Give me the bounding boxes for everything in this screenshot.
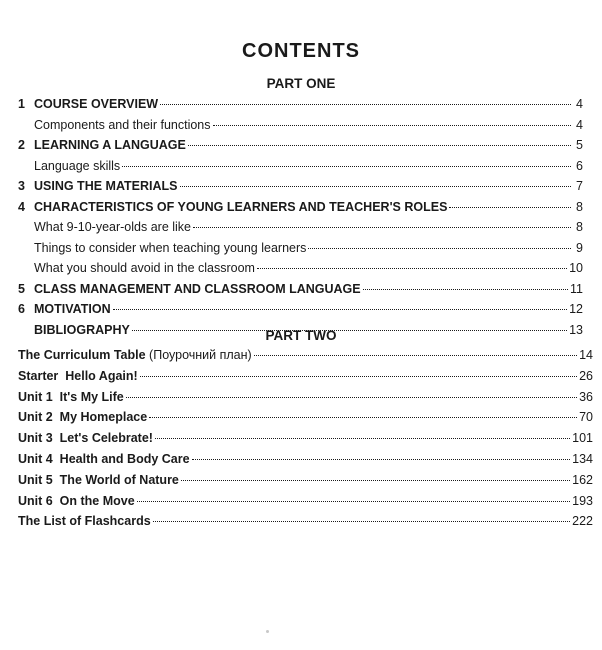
entry-title: CLASS MANAGEMENT AND CLASSROOM LANGUAGE bbox=[34, 281, 361, 296]
dot-leader bbox=[160, 104, 571, 105]
dot-leader bbox=[257, 268, 567, 269]
entry-title-main: Unit 3 Let's Celebrate! bbox=[18, 431, 153, 446]
dot-leader bbox=[113, 309, 567, 310]
dot-leader bbox=[153, 521, 570, 522]
toc-entry bbox=[18, 429, 593, 447]
entry-title: Things to consider when teaching young learners bbox=[34, 240, 307, 255]
toc-entry bbox=[18, 300, 583, 318]
toc-entry bbox=[18, 408, 593, 426]
dot-leader bbox=[126, 397, 577, 398]
entry-title bbox=[18, 512, 151, 530]
entry-title: MOTIVATION bbox=[34, 302, 111, 316]
entry-title bbox=[18, 408, 147, 426]
dot-leader bbox=[122, 166, 571, 167]
dot-leader bbox=[363, 289, 568, 290]
entry-title bbox=[18, 471, 179, 489]
entry-title bbox=[18, 429, 153, 447]
dot-leader bbox=[188, 145, 571, 146]
entry-title-main: Starter Hello Again! bbox=[18, 368, 138, 383]
entry-title: Language skills bbox=[34, 158, 121, 173]
entry-title-main: The List of Flashcards bbox=[18, 514, 151, 529]
toc-entry bbox=[18, 136, 583, 154]
entry-page: 13 bbox=[569, 322, 583, 337]
entry-title-main: Unit 6 On the Move bbox=[18, 493, 135, 508]
entry-page: 193 bbox=[572, 493, 593, 508]
entry-title: What you should avoid in the classroom bbox=[34, 261, 255, 275]
dot-leader bbox=[193, 227, 571, 228]
entry-title-main: Unit 2 My Homeplace bbox=[18, 410, 148, 425]
dot-leader bbox=[308, 248, 571, 249]
toc-entry bbox=[18, 95, 583, 113]
entry-page: 8 bbox=[576, 199, 583, 214]
toc-entry bbox=[18, 198, 583, 216]
entry-title: Components and their functions bbox=[34, 117, 211, 132]
dot-leader bbox=[254, 355, 577, 356]
dot-leader bbox=[155, 438, 570, 439]
entry-page: 36 bbox=[579, 389, 593, 404]
entry-title bbox=[18, 367, 138, 385]
entry-page: 8 bbox=[576, 220, 583, 234]
dot-leader bbox=[213, 125, 572, 126]
entry-page: 6 bbox=[576, 158, 583, 173]
entry-page: 134 bbox=[572, 452, 593, 466]
footer-mark bbox=[266, 630, 269, 633]
entry-title-suffix: (Поурочний план) bbox=[145, 348, 252, 362]
entry-page: 101 bbox=[572, 431, 593, 446]
entry-title-main: The Curriculum Table bbox=[18, 348, 146, 362]
page-title: CONTENTS bbox=[242, 40, 360, 62]
entry-page: 4 bbox=[576, 97, 583, 111]
entry-title: What 9-10-year-olds are like bbox=[34, 220, 192, 234]
entry-title bbox=[18, 492, 135, 510]
entry-title-main: Unit 4 Health and Body Care bbox=[18, 452, 190, 466]
entry-page: 14 bbox=[579, 348, 593, 362]
entry-page: 4 bbox=[576, 117, 583, 132]
toc-entry bbox=[18, 280, 583, 298]
toc-entry bbox=[18, 239, 583, 257]
entry-number: 4 bbox=[18, 199, 25, 214]
entry-title bbox=[18, 346, 252, 364]
entry-page: 9 bbox=[576, 240, 583, 255]
dot-leader bbox=[180, 186, 571, 187]
toc-entry bbox=[18, 218, 583, 236]
entry-title: LEARNING A LANGUAGE bbox=[34, 138, 186, 152]
entry-page: 7 bbox=[576, 179, 583, 193]
entry-title-main: Unit 1 It's My Life bbox=[18, 389, 124, 404]
entry-title: BIBLIOGRAPHY bbox=[34, 322, 130, 337]
entry-page: 222 bbox=[572, 514, 593, 529]
entry-page: 11 bbox=[570, 281, 583, 296]
toc-entry bbox=[18, 157, 583, 175]
toc-entry bbox=[18, 492, 593, 510]
entry-number: 2 bbox=[18, 138, 25, 152]
toc-entry bbox=[18, 388, 593, 406]
part-one-heading: PART ONE bbox=[266, 76, 336, 91]
entry-number: 1 bbox=[18, 97, 25, 111]
dot-leader bbox=[149, 417, 577, 418]
dot-leader bbox=[192, 459, 571, 460]
entry-page: 10 bbox=[569, 261, 583, 275]
dot-leader bbox=[181, 480, 570, 481]
entry-page: 26 bbox=[579, 368, 593, 383]
toc-entry bbox=[18, 177, 583, 195]
entry-page: 12 bbox=[569, 302, 583, 316]
dot-leader bbox=[449, 207, 571, 208]
entry-number: 6 bbox=[18, 302, 25, 316]
entry-page: 70 bbox=[579, 410, 593, 425]
entry-title: CHARACTERISTICS OF YOUNG LEARNERS AND TEACHER'S ROLES bbox=[34, 199, 448, 214]
toc-entry bbox=[18, 259, 583, 277]
part-two-heading: PART TWO bbox=[265, 328, 337, 343]
toc-entry bbox=[18, 450, 593, 468]
toc-entry bbox=[18, 367, 593, 385]
dot-leader bbox=[137, 501, 570, 502]
entry-title bbox=[18, 450, 190, 468]
toc-entry bbox=[18, 471, 593, 489]
entry-number: 5 bbox=[18, 281, 25, 296]
entry-title: COURSE OVERVIEW bbox=[34, 97, 159, 111]
toc-entry bbox=[18, 512, 593, 530]
toc-entry bbox=[18, 116, 583, 134]
dot-leader bbox=[140, 376, 577, 377]
entry-number: 3 bbox=[18, 179, 25, 193]
toc-entry bbox=[18, 346, 593, 364]
entry-page: 162 bbox=[572, 472, 593, 487]
entry-page: 5 bbox=[576, 138, 583, 152]
entry-title: USING THE MATERIALS bbox=[34, 179, 178, 193]
entry-title-main: Unit 5 The World of Nature bbox=[18, 472, 179, 487]
entry-title bbox=[18, 388, 124, 406]
